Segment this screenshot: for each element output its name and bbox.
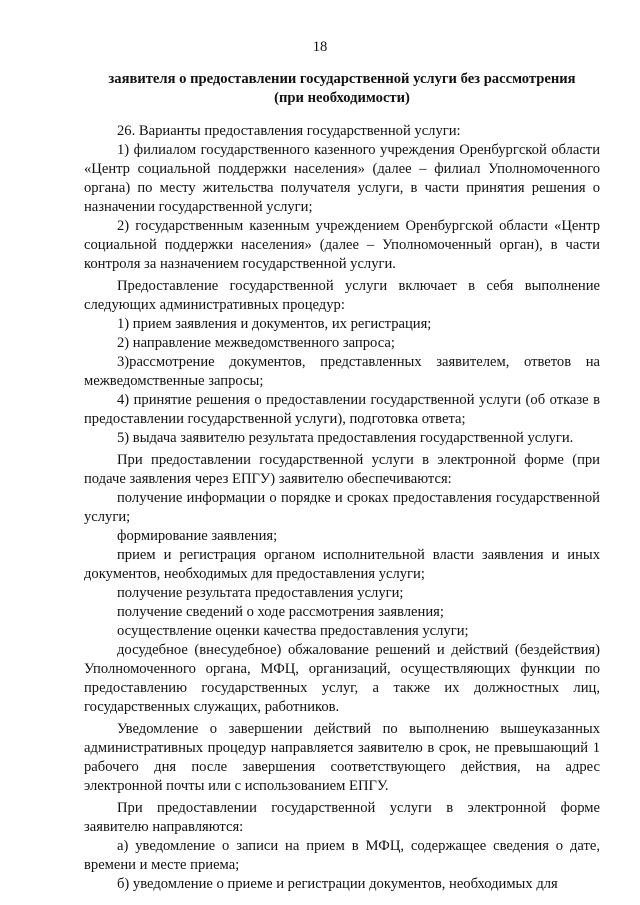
paragraph-procedure-1: 1) прием заявления и документов, их регистрация; [117,316,432,332]
document-body [84,122,600,894]
paragraph-procedure-2: 2) направление межведомственного запроса; [117,335,395,351]
paragraph-procedure-5: 5) выдача заявителю результата предоставления государственной услуги. [117,430,574,446]
paragraph-electronic-item-1: получение информации о порядке и сроках предоставления государственной услуги; [84,490,600,525]
heading-line-2: (при необходимости) [274,90,410,106]
paragraph-procedure-4: 4) принятие решения о предоставлении государственной услуги (об отказе в предоставлении государственной услуги), подготовка ответа; [84,392,600,427]
paragraph-electronic-intro: При предоставлении государственной услуги в электронной форме (при подаче заявления через ЕПГУ) заявителю обеспечиваются: [84,452,600,487]
paragraph-variants: 26. Варианты предоставления государственной услуги: [117,123,461,139]
paragraph-electronic-item-4: получение результата предоставления услуги; [117,585,404,601]
paragraph-sent-item-b: б) уведомление о приеме и регистрации документов, необходимых для [117,876,558,892]
paragraph-electronic-item-6: осуществление оценки качества предоставления услуги; [117,623,469,639]
paragraph-electronic-item-3: прием и регистрация органом исполнительной власти заявления и иных документов, необходимых для предоставления услуги; [84,547,600,582]
paragraph-procedures-intro: Предоставление государственной услуги включает в себя выполнение следующих административных процедур: [84,278,600,313]
paragraph-sent-intro: При предоставлении государственной услуги в электронной форме заявителю направляются: [84,800,600,835]
paragraph-sent-item-a: а) уведомление о записи на прием в МФЦ, содержащее сведения о дате, времени и месте приема; [84,838,600,873]
heading-line-1: заявителя о предоставлении государственной услуги без рассмотрения [108,71,576,87]
page-number: 18 [312,39,328,55]
paragraph-electronic-item-7: досудебное (внесудебное) обжалование решений и действий (бездействия) Уполномоченного органа, МФЦ, организаций, осуществляющих функции по предоставлению государственных услуг, а также их должностных лиц, государственных служащих, работников. [84,642,600,715]
paragraph-electronic-item-2: формирование заявления; [117,528,278,544]
paragraph-variant-2: 2) государственным казенным учреждением Оренбургской области «Центр социальной поддержки населения» (далее – Уполномоченный орган), в части контроля за назначением государственной услуги. [84,218,600,272]
section-heading [84,70,600,108]
paragraph-notification: Уведомление о завершении действий по выполнению вышеуказанных административных процедур направляется заявителю в срок, не превышающий 1 рабочего дня после завершения соответствующего действия, на адрес электронной почты или с использованием ЕПГУ. [84,721,600,794]
paragraph-procedure-3: 3)рассмотрение документов, представленных заявителем, ответов на межведомственные запросы; [84,354,600,389]
paragraph-electronic-item-5: получение сведений о ходе рассмотрения заявления; [117,604,444,620]
paragraph-variant-1: 1) филиалом государственного казенного учреждения Оренбургской области «Центр социальной поддержки населения» (далее – филиал Уполномоченного органа) по месту жительства получателя услуги, в части принятия решения о назначении государственной услуги; [84,142,600,215]
